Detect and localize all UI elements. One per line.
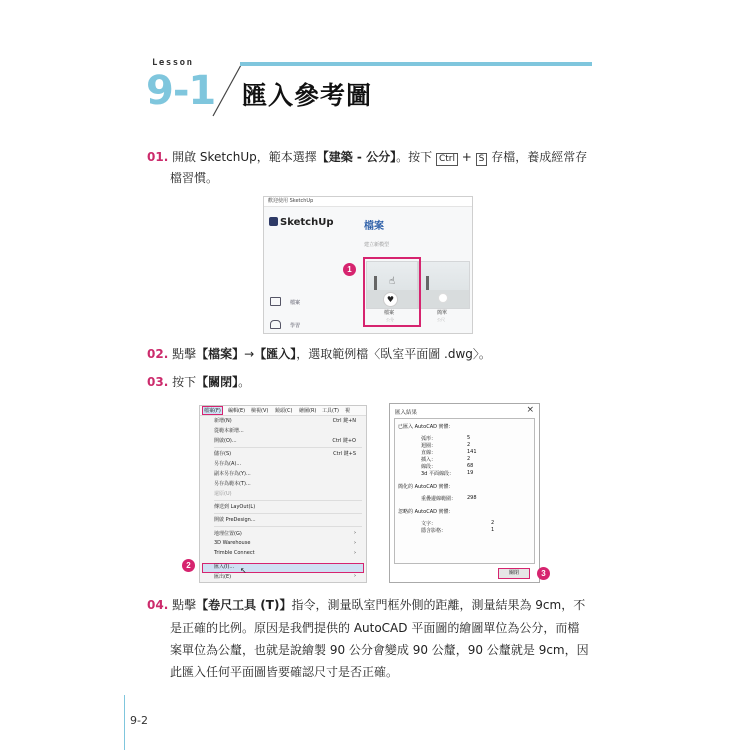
- callout-badge-1: 1: [343, 263, 356, 276]
- header-accent-bar: [240, 62, 592, 66]
- result-value: 2: [467, 442, 471, 448]
- result-label: 弧形：: [421, 436, 437, 442]
- tape-measure-tool: 【卷尺工具 (T)】: [196, 598, 292, 612]
- menu-item-label: 開啟(O)...: [214, 438, 237, 444]
- menu-window[interactable]: 視: [345, 408, 351, 414]
- menu-item-label: 3D Warehouse: [214, 540, 251, 546]
- step-04: [147, 594, 597, 617]
- step-text: 按下: [172, 375, 197, 389]
- menu-item-label: 還原(U): [214, 491, 232, 497]
- menu-item-label: 匯出(E): [214, 574, 232, 580]
- result-value: 5: [467, 435, 471, 441]
- result-label: 3d 平面線段：: [421, 471, 454, 477]
- menu-item-geo-location[interactable]: [214, 530, 360, 538]
- step-04-line4: 此匯入任何平面圖皆要確認尺寸是否正確。: [170, 665, 399, 679]
- template-unit: 公分: [386, 317, 394, 322]
- menu-item-label: Trimble Connect: [214, 550, 255, 556]
- result-value: 68: [467, 463, 474, 469]
- step-text: 。按下: [396, 150, 433, 164]
- sketchup-logo-icon: [269, 217, 278, 226]
- menu-camera[interactable]: 鏡頭(C): [275, 408, 293, 414]
- menu-separator: [214, 447, 362, 448]
- menu-file[interactable]: 檔案(F): [204, 408, 221, 414]
- step-text: 開啟 SketchUp，範本選擇: [172, 150, 317, 164]
- files-heading: 檔案: [364, 221, 384, 232]
- import-results-dialog: [389, 403, 540, 583]
- menu-item-label: 副本另存為(Y)...: [214, 471, 251, 477]
- result-value: 2: [491, 520, 495, 526]
- menu-item-trimble-connect[interactable]: [214, 550, 360, 558]
- result-label: 直線：: [421, 450, 437, 456]
- page-number: 9-2: [130, 714, 148, 727]
- menu-separator: [214, 513, 362, 514]
- heart-icon[interactable]: ♥: [383, 292, 398, 307]
- cursor-hand-icon: ☝: [389, 276, 396, 287]
- arrow: →: [244, 347, 255, 361]
- window-title: 歡迎使用 SketchUp: [264, 197, 473, 207]
- menu-item-label: 從範本新增...: [214, 428, 244, 434]
- section-imported: 已匯入 AutoCAD 實體：: [398, 424, 454, 430]
- dialog-title: 匯入結果: [395, 410, 418, 416]
- s-key: S: [476, 153, 488, 166]
- submenu-arrow-icon: ›: [354, 540, 356, 546]
- result-value: 1: [491, 527, 495, 533]
- result-label: 迴圈：: [421, 443, 437, 449]
- step-number: 03.: [147, 375, 169, 389]
- menu-import: 【匯入】: [254, 347, 297, 361]
- submenu-arrow-icon: ›: [354, 573, 356, 579]
- menu-item-save-copy-as[interactable]: [214, 470, 360, 478]
- callout-badge-3: 3: [537, 567, 550, 580]
- sidebar-item-learn[interactable]: 學習: [290, 323, 301, 329]
- menu-edit[interactable]: 編輯(E): [228, 408, 246, 414]
- close-icon[interactable]: ×: [526, 405, 534, 415]
- menu-item-save-as-template[interactable]: [214, 480, 360, 488]
- step-text: 。: [238, 375, 251, 389]
- step-text: ，選取範例檔〈臥室平面圖 .dwg〉。: [296, 347, 491, 361]
- menu-item-label: 匯入(I)...: [214, 564, 235, 570]
- favorite-toggle-icon[interactable]: [438, 293, 448, 303]
- menu-tools[interactable]: 工具(T): [322, 408, 339, 414]
- template-label: 簡單: [437, 310, 448, 316]
- step-text: 指令，測量臥室門框外側的距離，測量結果為 9cm，不: [291, 598, 586, 612]
- ctrl-key: Ctrl: [436, 153, 458, 166]
- menu-item-label: 傳送到 LayOut(L): [214, 504, 256, 510]
- menu-item-save[interactable]: [214, 450, 360, 458]
- menu-item-import[interactable]: [214, 563, 360, 571]
- template-label: 檔案: [384, 310, 395, 316]
- plus-sign: +: [461, 150, 472, 164]
- result-label: 插入：: [421, 457, 437, 463]
- menu-item-export[interactable]: [214, 573, 360, 581]
- callout-badge-2: 2: [182, 559, 195, 572]
- menu-item-label: 儲存(S): [214, 451, 232, 457]
- step-01: [147, 146, 597, 169]
- menu-item-save-as[interactable]: [214, 460, 360, 468]
- step-text: 存檔，養成經常存: [491, 150, 588, 164]
- menu-item-predesign[interactable]: [214, 516, 360, 524]
- menu-draw[interactable]: 繪圖(R): [299, 408, 317, 414]
- menu-file: 【檔案】: [196, 347, 245, 361]
- menu-item-revert[interactable]: [214, 490, 360, 498]
- mouse-pointer-icon: ↖: [240, 566, 247, 575]
- step-number: 02.: [147, 347, 169, 361]
- menu-item-label: 新增(N): [214, 418, 232, 424]
- step-03: [147, 371, 250, 394]
- result-value: 298: [467, 495, 477, 501]
- step-04-line2: 是正確的比例。原因是我們提供的 AutoCAD 平面圖的繪圖單位為公分，而檔: [170, 621, 580, 635]
- section-simplified: 簡化的 AutoCAD 實體：: [398, 484, 454, 490]
- submenu-arrow-icon: ›: [354, 550, 356, 556]
- template-unit: 公尺: [437, 317, 445, 322]
- menu-item-shortcut: Ctrl 鍵+O: [332, 438, 356, 444]
- step-04-line3: 案單位為公釐，也就是說繪製 90 公分會變成 90 公釐，90 公釐就是 9cm，因: [170, 643, 589, 657]
- lesson-title: 匯入參考圖: [242, 81, 373, 110]
- close-button-ref: 【關閉】: [196, 375, 239, 389]
- result-label: 文字：: [421, 521, 437, 527]
- menu-view[interactable]: 檢視(V): [251, 408, 269, 414]
- file-menu-screenshot: [199, 405, 367, 583]
- menu-item-new-from-template[interactable]: [214, 427, 360, 435]
- menu-item-label: 另存為(A)...: [214, 461, 242, 467]
- graduation-cap-icon: [270, 320, 281, 329]
- menu-item-label: 地理位置(G): [214, 531, 242, 537]
- menu-bar: [200, 406, 366, 416]
- person-figure: [426, 276, 429, 290]
- sidebar-item-files[interactable]: 檔案: [290, 300, 301, 306]
- logo-text: SketchUp: [280, 217, 334, 228]
- result-label: 重疊邊線範圍：: [421, 496, 457, 502]
- folder-icon: [270, 297, 281, 306]
- step-text: 點擊: [172, 598, 197, 612]
- step-text: 點擊: [172, 347, 197, 361]
- step-01-line2: 檔習慣。: [170, 171, 219, 185]
- lesson-word: Lesson: [152, 58, 194, 68]
- result-value: 141: [467, 449, 477, 455]
- step-number: 01.: [147, 150, 169, 164]
- result-value: 2: [467, 456, 471, 462]
- result-label: 線段：: [421, 464, 437, 470]
- menu-separator: [214, 500, 362, 501]
- menu-item-new[interactable]: [214, 417, 360, 425]
- result-label: 隱含影格：: [421, 528, 447, 534]
- menu-item-label: 開啟 PreDesign...: [214, 517, 256, 523]
- lesson-number: 9-1: [146, 68, 216, 114]
- result-value: 19: [467, 470, 474, 476]
- sketchup-logo: [269, 217, 333, 228]
- menu-item-send-to-layout[interactable]: [214, 503, 360, 511]
- menu-item-shortcut: Ctrl 鍵+N: [332, 418, 356, 424]
- create-model-label: 建立新模型: [364, 242, 390, 248]
- menu-item-3d-warehouse[interactable]: [214, 540, 360, 548]
- step-number: 04.: [147, 598, 169, 612]
- sketchup-welcome-screenshot: [263, 196, 473, 334]
- close-button[interactable]: 關閉: [498, 568, 530, 579]
- menu-separator: [214, 526, 362, 527]
- template-name: 【建築 - 公分】: [316, 150, 397, 164]
- results-panel: [394, 418, 535, 564]
- menu-item-label: 另存為範本(T)...: [214, 481, 251, 487]
- section-ignored: 忽略的 AutoCAD 實體：: [398, 509, 454, 515]
- menu-item-open[interactable]: [214, 437, 360, 445]
- submenu-arrow-icon: ›: [354, 530, 356, 536]
- footer-divider: [124, 695, 125, 750]
- menu-item-shortcut: Ctrl 鍵+S: [333, 451, 356, 457]
- step-02: [147, 343, 491, 366]
